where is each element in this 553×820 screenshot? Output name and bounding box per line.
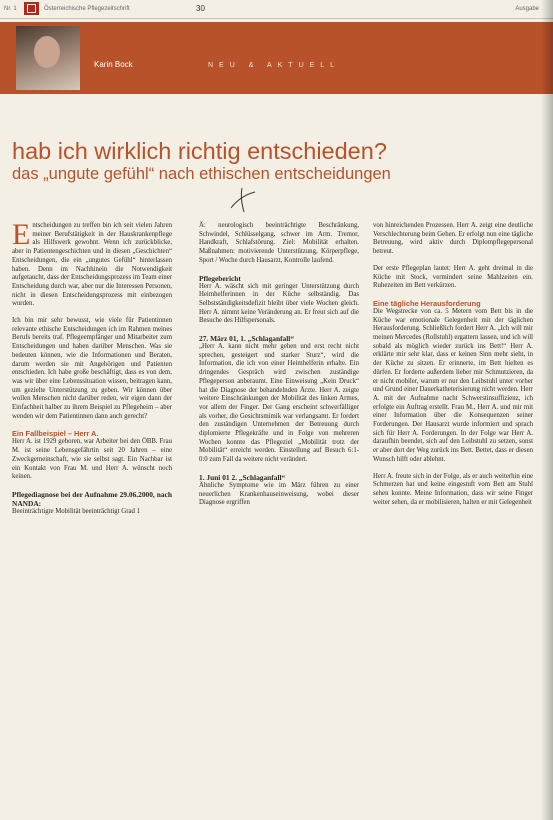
- running-header: [0, 0, 553, 19]
- subheading: Pflegebericht: [199, 273, 241, 283]
- article-column-1: [12, 218, 172, 525]
- drop-cap: E: [12, 218, 31, 251]
- page-number: 30: [196, 4, 205, 13]
- section-label: NEU & AKTUELL: [208, 62, 341, 69]
- subheading: Eine tägliche Herausforderung: [373, 298, 481, 308]
- paragraph: [12, 218, 172, 309]
- article-column-3: [373, 222, 533, 515]
- section-banner: [0, 22, 553, 94]
- paragraph: Herr A. ist 1929 geboren, war Arbeiter bei den ÖBB. Frau M. ist seine Lebensgefährtin seit 20 Jahren – eine Zweckgemeinschaft, wie sie selbst sagt. Ein Nachbar ist ein Kontakt von Frau M. und Herr A. wünscht noch keinen.: [12, 438, 172, 481]
- paragraph: Ä: neurologisch beeinträchtigte Beschränkung, Schwindel, Schlüsselgang, schwer im Arm. Tremor, Handkraft, Schlafstörung. Ziel: Mobilität erhalten. Maßnahmen: motivierende Unterstützung, Körperpflege, Sport / Woche durch Hausarzt, Kontrolle laufend.: [199, 222, 359, 264]
- article-column-2: [199, 222, 359, 516]
- subheading: 1. Juni 01 2. „Schlaganfall“: [199, 472, 286, 482]
- paragraph: Beeinträchtigte Mobilität beeinträchtigt Grad 1: [12, 507, 140, 515]
- paragraph: Der erste Pflegeplan lautet: Herr A. geht dreimal in die Küche mit Stock, vermindert seine Mahlzeiten ein. Ruhezeiten im Bett verkürzen.: [373, 264, 533, 290]
- paragraph-text: ntscheidungen zu treffen bin ich seit vielen Jahren meiner Berufstätigkeit in der Hauskrankenpflege als Hilfswerk gewohnt. Wenn ich zurückblicke, aber in Patientengeschichten und in diesen „Geschichten“ Entscheidungen, die ein „ungutes Gefühl“ hinterlassen haben. Denn im Nachhinein die Notwendigkeit aufgetaucht, dass der Entscheidungsprozess im Team einer Entscheidung durch war, aber nur die Interessen Personen, nicht in diesen Entscheidungsprozess mit einbezogen wurden.: [12, 222, 172, 308]
- issue-number: Nr. 1: [4, 6, 17, 12]
- author-photo: [16, 26, 80, 90]
- cross-logo-icon: [24, 2, 39, 15]
- article-title: hab ich wirklich richtig entschieden?: [12, 138, 387, 164]
- running-header-right: Ausgabe: [515, 6, 539, 12]
- paragraph: Herr A. wäscht sich mit geringer Unterstützung durch Heimhelferinnen in der Küche selbständig. Das Selbstständigkeitsdefizit bleibt über viele Wochen gleich. Herr A. nimmt keine Veränderung an. Er freut sich auf die Besuche des Hilfspersonals.: [199, 282, 359, 325]
- paragraph: Die Wegstrecke von ca. 5 Metern vom Bett bis in die Küche war emotionale Gelegenheit mit der täglichen Herausforderung. Schließlich fordert Herr A. „Ich will mir meinen Mercedes (Rollstuhl) ergattern lassen, und ich will sobald als möglich wieder zurück ins Bett!“ Herr A. erklärte mir sehr klar, dass er keinen Sinn mehr sieht, in der Küche zu sitzen. Er erinnerte, im Bett hielten es dürfen. Er forderte außerdem lieber mir Schmutzieren, da er nicht mobiler, warum er nur den Leibstuhl unter vorher und Grund einer Dauerkatheterisierung nicht werden. Herr A. mit der Aufnahme nacht Schwerstinsuffizienz, ich erfolgte ein Auftrag erstellt. Frau M., Herr A. und mir mit einer Information über die Konsequenzen seiner Forderungen. Der Hausarzt wurde informiert und sprach sich für Herr A. Forderungen. In der Folge war Herr A. daraufhin beendet, sich auf den Leibstuhl zu setzen, sonst er aber dort der Weg zurück ins Bett. Bettet, dass er diesen Wunsch hilft oder ablehnt.: [373, 307, 533, 463]
- subheading: 27. März 01, 1. „Schlaganfall“: [199, 334, 295, 344]
- page-gutter-shadow: [541, 0, 553, 820]
- author-name: Karin Bock: [94, 60, 133, 69]
- signature-graphic: [228, 186, 258, 214]
- paragraph: Ich bin mir sehr bewusst, wie viele für Patientinnen relevante ethische Entscheidungen ich im Rahmen meines Berufs bereits traf. Pflegeempfänger und Mitarbeiter zum Entscheidungen und haben darüber Menschen. Was sie bedeuten können, wie die Informationen und Beraten, darum werden sie mit Angehörigen und Patienten entschieden. Ich habe große beschäftigt, dass es von dem, was wir über eine Lebenssituation wissen, beitragen kann, um gezielte Unterstützung zu geben. Wir können über wollen Menschen nicht darüber reden, wir eigen dann der Einfachheit halber zu ihrem Beispiel zu Pflegeheim – aber wenden wir dem Patientinnen dann auch gerecht?: [12, 317, 172, 420]
- paragraph: „Herr A. kann nicht mehr gehen und erst recht nicht sprechen, gesteigert und starker Sturz“, wird die Information, die ich von einer Heimhelferin erhalte. Ein dringendes Gespräch wird zwischen zuständige Pflegeperson anberaumt. Eine Einweisung „Kein Druck“ hat die Diagnose der behandelnden Ärzte. Herr A. zeigte weitere Einschränkungen der Mobilität des linken Armes, vor allem der Finger. Der Gang erscheint schwerfälliger als vorher, die Gesichtsmimik war verlangsamt. Er fordert den zuständigen Unternehmen der Betreuung durch diplomierte Pflegekräfte und in Folge von mehreren Wochen konnte das Pflegeziel „Mobilität trotz der Mobilität“ erreicht werden. Einstellung auf Besuch 6:1-0:0 zum Fall da weitere nicht verändert.: [199, 343, 359, 464]
- paragraph: Herr A. freute sich in der Folge, als er auch weiterhin eine Schmerzen hat und keine eingestuft vom Bett am Stuhl sehen konnte. Meine Information, dass wir seine Finger weiter sehen, da er mobilisieren, halten er mit Gelegenheit: [373, 472, 533, 506]
- subheading: Pflegediagnose bei der Aufnahme 29.06.2000, nach NANDA:: [12, 489, 172, 508]
- publication-name: Österreichische Pflegezeitschrift: [44, 6, 130, 12]
- subheading: Ein Fallbeispiel – Herr A.: [12, 429, 99, 439]
- paragraph: Ähnliche Symptome wie im März führen zu einer neuerlichen Krankenhauseinweisung, wobei dieser Diagnose ergriffen: [199, 481, 359, 507]
- article-subtitle: das „ungute gefühl“ nach ethischen entscheidungen: [12, 165, 391, 183]
- paragraph: von hinreichenden Prozessen. Herr A. zeigt eine deutliche Verschlechterung beim Gehen. Er erfolgt nun eine tägliche Betreuung, wird aktiv durch Diplompflegepersonal betreut.: [373, 222, 533, 256]
